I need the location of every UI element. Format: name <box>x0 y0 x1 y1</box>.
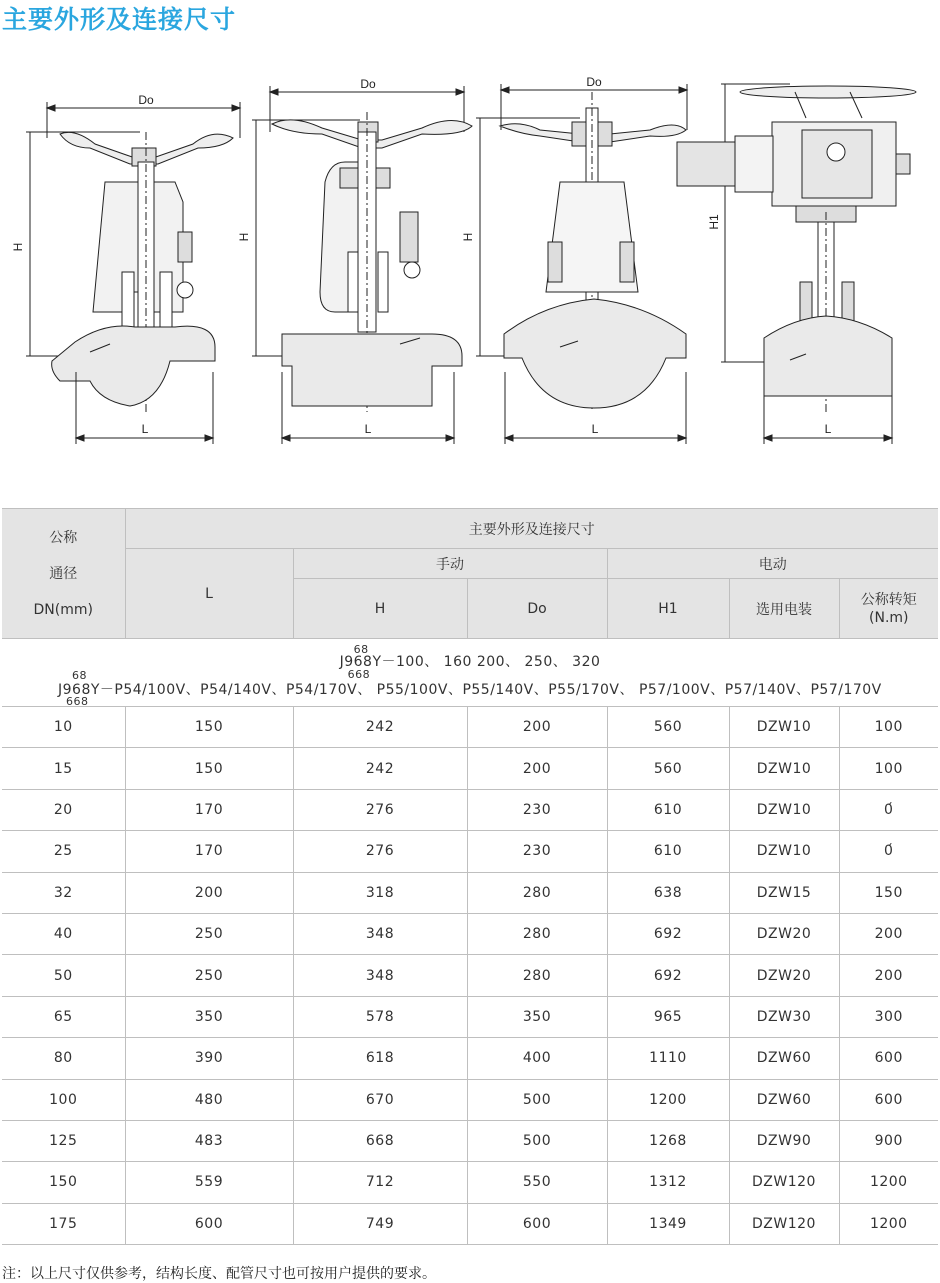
table-row <box>2 831 938 872</box>
cell-torque: 200 <box>839 955 938 996</box>
cell-torque: 150 <box>839 872 938 913</box>
cell-l: 390 <box>125 1038 293 1079</box>
table-row <box>2 1079 938 1120</box>
cell-dn: 15 <box>2 748 125 789</box>
drawing-electric <box>677 84 916 444</box>
header-main-dimensions: 主要外形及连接尺寸 <box>125 509 938 549</box>
cell-h1: 560 <box>607 748 729 789</box>
svg-text:Do: Do <box>360 77 376 91</box>
cell-actuator: DZW60 <box>729 1038 839 1079</box>
svg-text:L: L <box>364 422 372 436</box>
cell-do: 280 <box>467 913 607 954</box>
cell-torque: 100 <box>839 748 938 789</box>
cell-l: 170 <box>125 789 293 830</box>
table-row <box>2 872 938 913</box>
model-designation <box>2 639 938 707</box>
table-row <box>2 1038 938 1079</box>
cell-dn: 32 <box>2 872 125 913</box>
cell-torque: 100 <box>839 707 938 748</box>
table-row <box>2 707 938 748</box>
drawing-manual-large <box>461 75 687 444</box>
header-l: L <box>125 549 293 639</box>
dimension-table <box>2 508 938 1245</box>
cell-dn: 150 <box>2 1162 125 1203</box>
header-torque: 公称转矩 (N.m) <box>839 579 938 639</box>
table-row <box>2 996 938 1037</box>
do-label: Do <box>138 93 154 107</box>
cell-actuator: DZW20 <box>729 955 839 996</box>
header-manual: 手动 <box>293 549 607 579</box>
cell-l: 150 <box>125 707 293 748</box>
table-row <box>2 789 938 830</box>
header-electric: 电动 <box>607 549 938 579</box>
cell-h1: 692 <box>607 913 729 954</box>
cell-h: 276 <box>293 789 467 830</box>
model-line-2: 68 J968Y 668 －P54/100V、P54/140V、P54/170V、 P55/100V、P55/140V、P55/170V、 P57/100V、P57/140V、P57/170V <box>58 669 882 708</box>
cell-do: 400 <box>467 1038 607 1079</box>
cell-torque: 0́ <box>839 789 938 830</box>
cell-torque: 300 <box>839 996 938 1037</box>
cell-l: 483 <box>125 1120 293 1161</box>
cell-h: 348 <box>293 955 467 996</box>
cell-dn: 50 <box>2 955 125 996</box>
cell-h1: 1200 <box>607 1079 729 1120</box>
cell-torque: 0́ <box>839 831 938 872</box>
l-label: L <box>141 422 149 436</box>
table-row <box>2 913 938 954</box>
cell-actuator: DZW90 <box>729 1120 839 1161</box>
cell-h: 668 <box>293 1120 467 1161</box>
header-do: Do <box>467 579 607 639</box>
cell-do: 550 <box>467 1162 607 1203</box>
cell-h: 712 <box>293 1162 467 1203</box>
cell-actuator: DZW10 <box>729 707 839 748</box>
cell-actuator: DZW60 <box>729 1079 839 1120</box>
cell-l: 250 <box>125 913 293 954</box>
cell-h1: 1268 <box>607 1120 729 1161</box>
cell-torque: 600 <box>839 1079 938 1120</box>
page-title: 主要外形及连接尺寸 <box>2 5 237 34</box>
cell-h1: 610 <box>607 789 729 830</box>
cell-h: 318 <box>293 872 467 913</box>
cell-l: 480 <box>125 1079 293 1120</box>
cell-h: 276 <box>293 831 467 872</box>
cell-do: 350 <box>467 996 607 1037</box>
cell-h: 578 <box>293 996 467 1037</box>
cell-h1: 560 <box>607 707 729 748</box>
cell-h1: 1349 <box>607 1203 729 1244</box>
cell-torque: 900 <box>839 1120 938 1161</box>
cell-do: 200 <box>467 707 607 748</box>
header-nominal-diameter: 公称 通径 DN(mm) <box>2 509 125 639</box>
cell-h: 242 <box>293 707 467 748</box>
cell-dn: 10 <box>2 707 125 748</box>
cell-l: 559 <box>125 1162 293 1203</box>
cell-l: 350 <box>125 996 293 1037</box>
svg-text:H: H <box>461 232 475 242</box>
cell-do: 230 <box>467 831 607 872</box>
table-row <box>2 1203 938 1244</box>
cell-do: 280 <box>467 872 607 913</box>
svg-text:Do: Do <box>586 75 602 89</box>
header-h1: H1 <box>607 579 729 639</box>
cell-h: 670 <box>293 1079 467 1120</box>
model-line-1: 68 J968Y 668 －100、 160 200、 250、 320 <box>339 643 601 681</box>
cell-h: 618 <box>293 1038 467 1079</box>
cell-l: 600 <box>125 1203 293 1244</box>
h1-label: H1 <box>707 214 721 230</box>
cell-h: 749 <box>293 1203 467 1244</box>
cell-h1: 610 <box>607 831 729 872</box>
cell-dn: 125 <box>2 1120 125 1161</box>
cell-torque: 600 <box>839 1038 938 1079</box>
table-row <box>2 1120 938 1161</box>
cell-do: 230 <box>467 789 607 830</box>
cell-actuator: DZW10 <box>729 748 839 789</box>
cell-actuator: DZW30 <box>729 996 839 1037</box>
cell-dn: 20 <box>2 789 125 830</box>
cell-h1: 1312 <box>607 1162 729 1203</box>
table-row <box>2 748 938 789</box>
cell-dn: 175 <box>2 1203 125 1244</box>
cell-do: 280 <box>467 955 607 996</box>
cell-dn: 40 <box>2 913 125 954</box>
drawing-manual-medium <box>237 77 472 444</box>
cell-do: 500 <box>467 1120 607 1161</box>
svg-text:L: L <box>591 422 599 436</box>
cell-do: 600 <box>467 1203 607 1244</box>
header-h: H <box>293 579 467 639</box>
cell-actuator: DZW10 <box>729 831 839 872</box>
cell-h1: 692 <box>607 955 729 996</box>
svg-text:H: H <box>237 232 251 242</box>
cell-torque: 1200 <box>839 1162 938 1203</box>
cell-h1: 965 <box>607 996 729 1037</box>
cell-actuator: DZW15 <box>729 872 839 913</box>
cell-actuator: DZW20 <box>729 913 839 954</box>
cell-h1: 1110 <box>607 1038 729 1079</box>
header-actuator: 选用电装 <box>729 579 839 639</box>
cell-do: 200 <box>467 748 607 789</box>
cell-torque: 1200 <box>839 1203 938 1244</box>
cell-actuator: DZW120 <box>729 1162 839 1203</box>
cell-dn: 65 <box>2 996 125 1037</box>
drawing-manual-small <box>11 93 240 444</box>
svg-text:L: L <box>824 422 832 436</box>
cell-h: 242 <box>293 748 467 789</box>
cell-h: 348 <box>293 913 467 954</box>
cell-l: 170 <box>125 831 293 872</box>
table-row <box>2 955 938 996</box>
cell-l: 250 <box>125 955 293 996</box>
valve-drawings <box>0 72 940 452</box>
cell-dn: 25 <box>2 831 125 872</box>
h-label: H <box>11 242 25 252</box>
cell-l: 150 <box>125 748 293 789</box>
cell-actuator: DZW120 <box>729 1203 839 1244</box>
table-row <box>2 1162 938 1203</box>
cell-h1: 638 <box>607 872 729 913</box>
cell-do: 500 <box>467 1079 607 1120</box>
cell-l: 200 <box>125 872 293 913</box>
cell-dn: 80 <box>2 1038 125 1079</box>
cell-dn: 100 <box>2 1079 125 1120</box>
cell-actuator: DZW10 <box>729 789 839 830</box>
footnote: 注：以上尺寸仅供参考，结构长度、配管尺寸也可按用户提供的要求。 <box>2 1266 436 1282</box>
cell-torque: 200 <box>839 913 938 954</box>
